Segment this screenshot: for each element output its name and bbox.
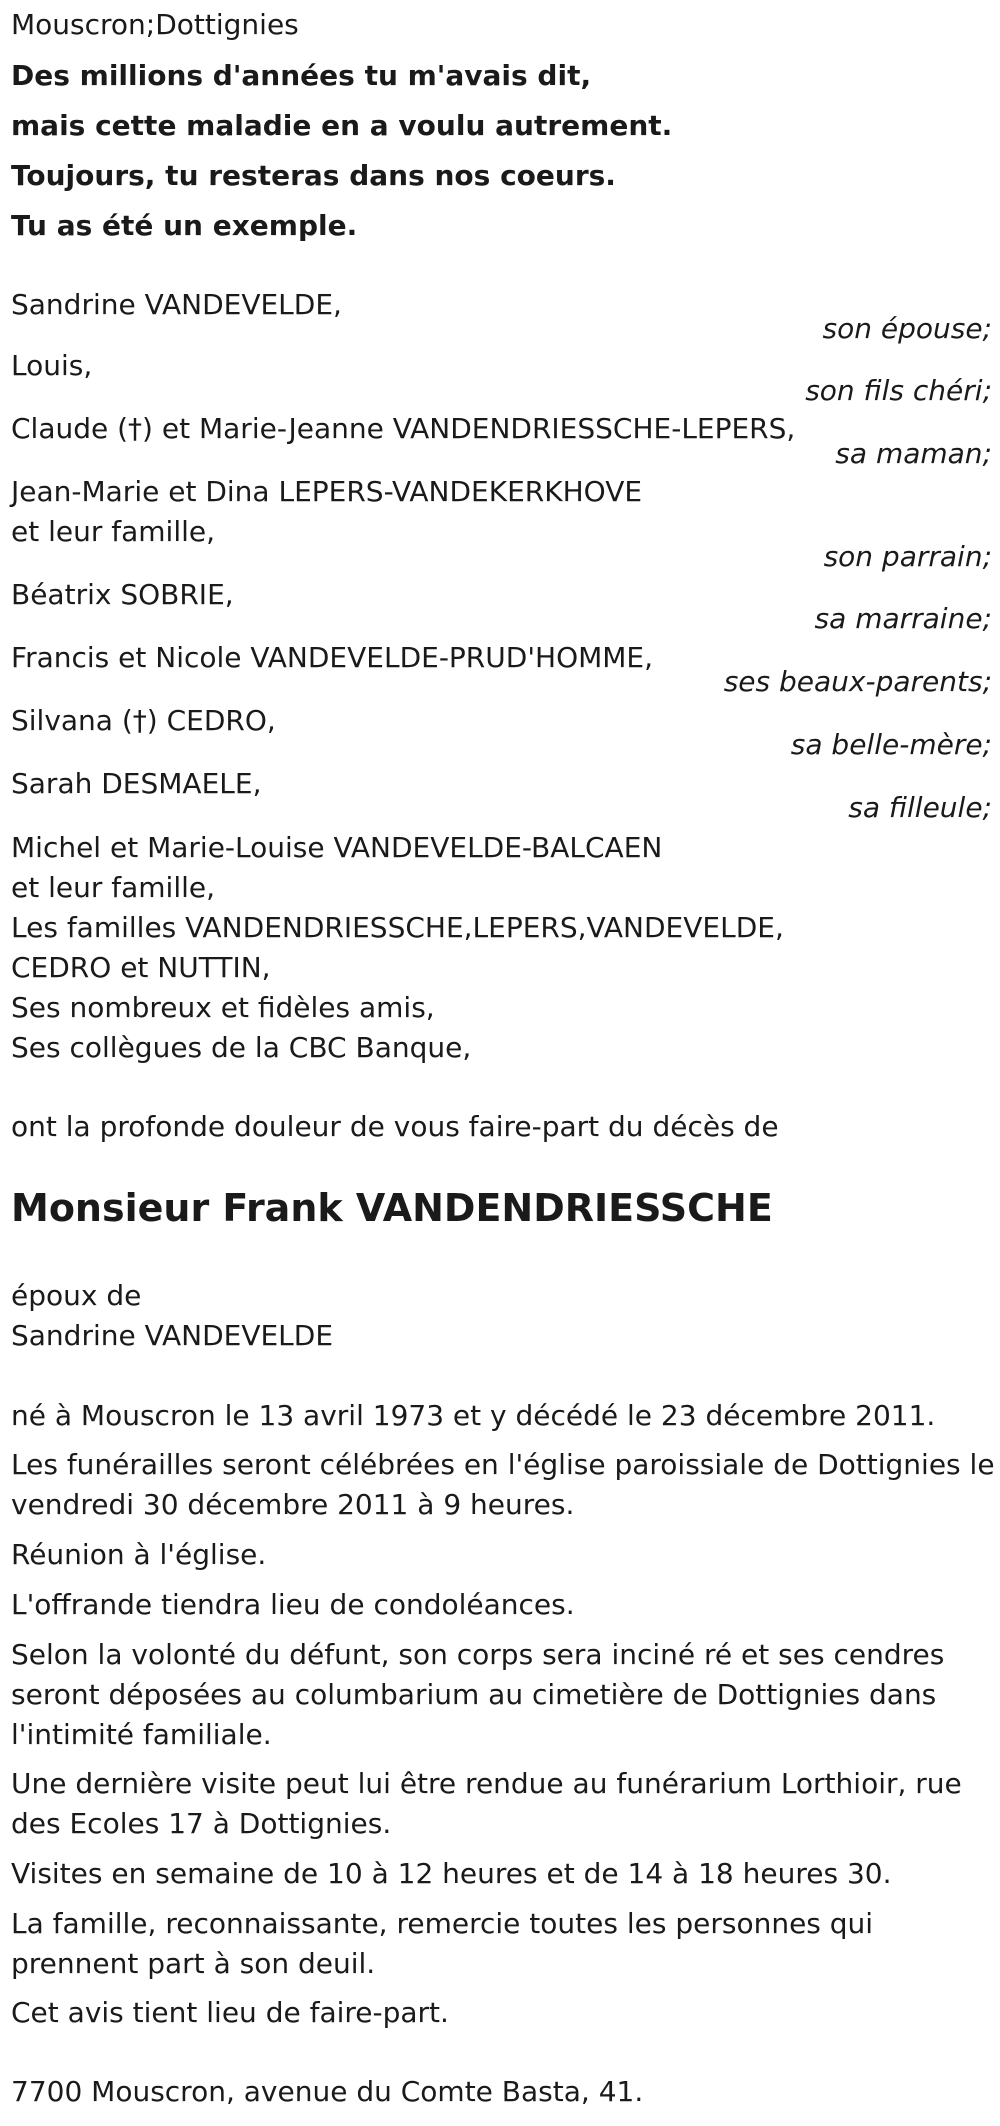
family-name-2: Louis,: [11, 349, 93, 382]
others-line-3: Les familles VANDENDRIESSCHE,LEPERS,VANDEVELDE,: [11, 911, 784, 944]
family-name-4: Jean-Marie et Dina LEPERS-VANDEKERKHOVE: [11, 475, 643, 508]
family-name-4-line-2: et leur famille,: [11, 515, 216, 548]
family-relation-5: sa marraine;: [814, 602, 992, 635]
others-line-4: CEDRO et NUTTIN,: [11, 951, 271, 984]
family-name-5: Béatrix SOBRIE,: [11, 578, 234, 611]
family-name-8: Sarah DESMAELE,: [11, 767, 262, 800]
detail-funeral: Les funérailles seront célébrées en l'église paroissiale de Dottignies le vendredi 30 décembre 2011 à 9 heures.: [11, 1448, 995, 1521]
detail-cremation: Selon la volonté du défunt, son corps sera inciné ré et ses cendres seront déposées au columbarium au cimetière de Dottignies dans l'intimité familiale.: [11, 1638, 945, 1751]
others-line-5: Ses nombreux et fidèles amis,: [11, 991, 435, 1024]
poem-line-3: Toujours, tu resteras dans nos coeurs.: [11, 159, 616, 192]
family-name-3: Claude (†) et Marie-Jeanne VANDENDRIESSCHE-LEPERS,: [11, 412, 796, 445]
deceased-name: Monsieur Frank VANDENDRIESSCHE: [11, 1186, 773, 1230]
detail-meeting: Réunion à l'église.: [11, 1538, 267, 1571]
others-line-2: et leur famille,: [11, 871, 216, 904]
detail-offering: L'offrande tiendra lieu de condoléances.: [11, 1588, 575, 1621]
poem-line-2: mais cette maladie en a voulu autrement.: [11, 109, 673, 142]
detail-birth-death: né à Mouscron le 13 avril 1973 et y décédé le 23 décembre 2011.: [11, 1399, 936, 1432]
detail-notice: Cet avis tient lieu de faire-part.: [11, 1996, 449, 2029]
spouse-name: Sandrine VANDEVELDE: [11, 1319, 334, 1352]
family-name-1: Sandrine VANDEVELDE,: [11, 288, 342, 321]
family-name-7: Silvana (†) CEDRO,: [11, 704, 276, 737]
family-relation-3: sa maman;: [835, 437, 992, 470]
others-line-6: Ses collègues de la CBC Banque,: [11, 1031, 472, 1064]
family-relation-8: sa filleule;: [848, 791, 992, 824]
detail-last-visit: Une dernière visite peut lui être rendue au funérarium Lorthioir, rue des Ecoles 17 à Dottignies.: [11, 1767, 962, 1840]
family-name-6: Francis et Nicole VANDEVELDE-PRUD'HOMME,: [11, 641, 654, 674]
others-line-1: Michel et Marie-Louise VANDEVELDE-BALCAEN: [11, 831, 663, 864]
family-relation-6: ses beaux-parents;: [723, 665, 992, 698]
family-relation-7: sa belle-mère;: [790, 728, 992, 761]
detail-thanks: La famille, reconnaissante, remercie toutes les personnes qui prennent part à son deuil.: [11, 1907, 874, 1980]
poem-line-1: Des millions d'années tu m'avais dit,: [11, 59, 592, 92]
spouse-label: époux de: [11, 1279, 142, 1312]
detail-visiting-hours: Visites en semaine de 10 à 12 heures et de 14 à 18 heures 30.: [11, 1857, 892, 1890]
family-relation-2: son fils chéri;: [805, 374, 992, 407]
family-relation-4: son parrain;: [823, 540, 992, 573]
family-relation-1: son épouse;: [822, 312, 992, 345]
announcement: ont la profonde douleur de vous faire-part du décès de: [11, 1110, 779, 1143]
poem-line-4: Tu as été un exemple.: [11, 209, 358, 242]
address: 7700 Mouscron, avenue du Comte Basta, 41.: [11, 2075, 644, 2108]
location: Mouscron;Dottignies: [11, 8, 299, 41]
